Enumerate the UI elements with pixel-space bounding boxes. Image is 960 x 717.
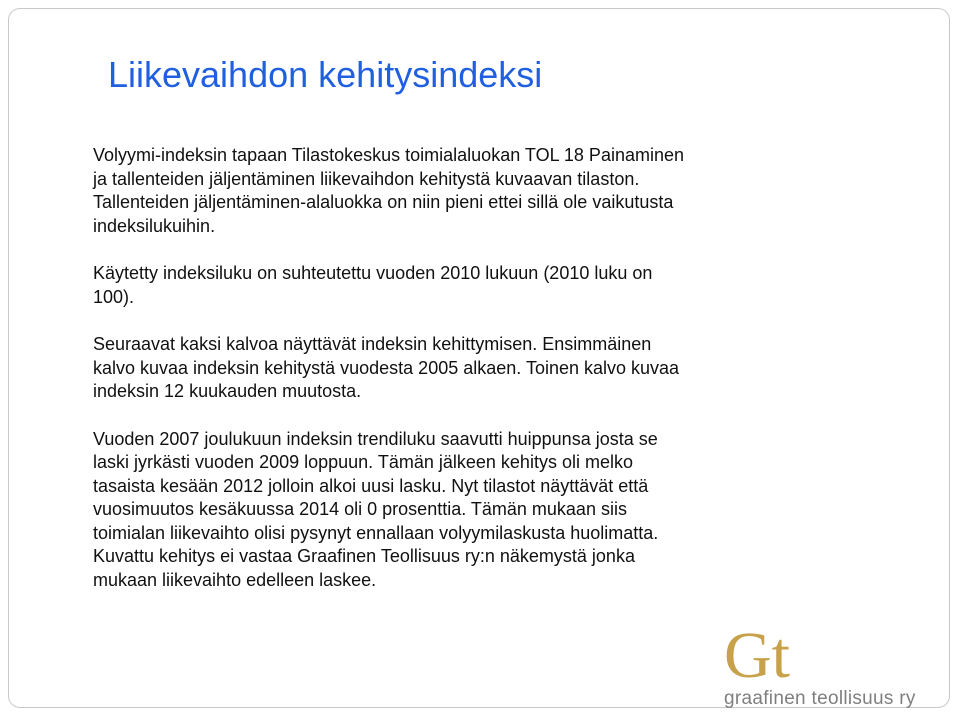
text-line: mukaan liikevaihto edelleen laskee. <box>93 569 377 590</box>
text-line: Käytetty indeksiluku on suhteutettu vuoden 2010 lukuun (2010 luku on <box>93 263 653 283</box>
text-line: kalvo kuvaa indeksin kehitystä vuodesta 2005 alkaen. Toinen kalvo kuvaa <box>93 357 680 378</box>
text-line: laski jyrkästi vuoden 2009 loppuun. Tämän jälkeen kehitys oli melko <box>93 452 633 472</box>
text-line: vuosimuutos kesäkuussa 2014 oli 0 prosenttia. Tämän mukaan siis <box>93 499 627 519</box>
text-line: indeksilukuihin. <box>93 215 216 236</box>
slide-body <box>93 144 853 616</box>
text-line: tasaista kesään 2012 jolloin alkoi uusi lasku. Nyt tilastot näyttävät että <box>93 475 649 496</box>
text-line: indeksin 12 kuukauden muutosta. <box>93 381 362 401</box>
paragraph-seuraavat-kalvot <box>93 333 853 404</box>
text-line: ja tallenteiden jäljentäminen liikevaihdon kehitystä kuvaavan tilaston. <box>93 168 640 189</box>
paragraph-indeksiluku <box>93 262 853 309</box>
logo-mark-text: Gt <box>724 622 790 684</box>
paragraph-kehitys <box>93 428 853 593</box>
graafinen-teollisuus-logo <box>724 622 950 712</box>
text-line: Volyymi-indeksin tapaan Tilastokeskus toimialaluokan TOL 18 Painaminen <box>93 145 684 165</box>
text-line: Seuraavat kaksi kalvoa näyttävät indeksin kehittymisen. Ensimmäinen <box>93 334 652 354</box>
gt-logo-mark <box>724 622 824 684</box>
text-line: 100). <box>93 286 135 307</box>
text-line: Tallenteiden jäljentäminen-alaluokka on niin pieni ettei sillä ole vaikutusta <box>93 192 674 212</box>
text-line: Vuoden 2007 joulukuun indeksin trendiluku saavutti huippunsa josta se <box>93 428 658 449</box>
slide-title: Liikevaihdon kehitysindeksi <box>108 54 543 95</box>
paragraph-tilastokeskus <box>93 144 853 238</box>
text-line: Kuvattu kehitys ei vastaa Graafinen Teollisuus ry:n näkemystä jonka <box>93 546 635 566</box>
text-line: toimialan liikevaihto olisi pysynyt ennallaan volyymilaskusta huolimatta. <box>93 522 659 543</box>
logo-name: graafinen teollisuus ry <box>724 688 916 709</box>
